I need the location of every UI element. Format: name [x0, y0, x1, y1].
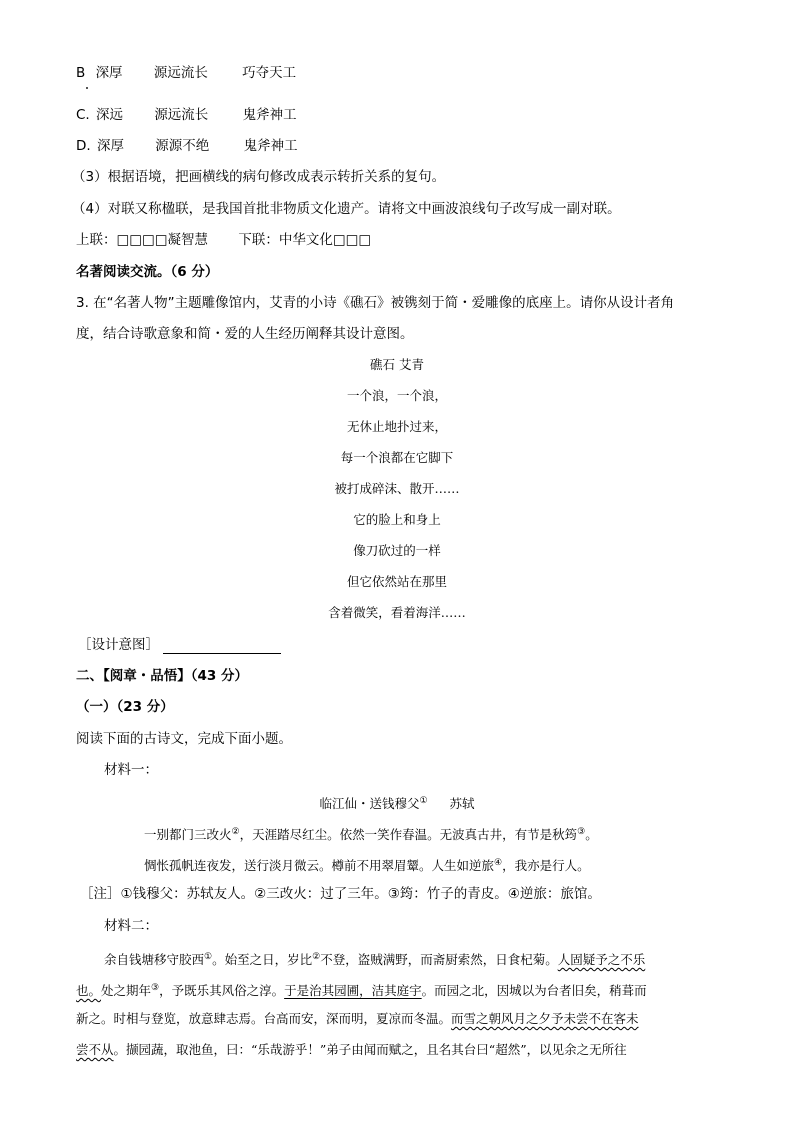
text-span: 。始至之日，岁比 [212, 952, 313, 968]
couplet-lower: 下联：中华文化□□□ [238, 232, 372, 248]
footnote-ref: ② [231, 827, 240, 837]
material2-line1 [104, 948, 645, 969]
text-span: ，我亦是行人。 [502, 858, 590, 874]
couplet-upper: 上联：□□□□凝智慧 [76, 232, 209, 248]
text-span: 惆怅孤帆连夜发，送行淡月微云。樽前不用翠眉颦。人生如逆旅 [144, 858, 495, 874]
material1-title [0, 792, 794, 813]
text-span: ，予既乐其风俗之淳。 [159, 983, 285, 999]
material1-line1 [144, 823, 598, 844]
material2-label: 材料二： [104, 918, 158, 934]
question-3-prompt: （3）根据语境，把画横线的病句修改成表示转折关系的复句。 [72, 169, 446, 185]
couplet [76, 231, 371, 249]
wavy-underlined-text: 尝不从 [76, 1042, 114, 1057]
text-span: ，天涯踏尽红尘。依然一笑作春温。无波真古井，有节是秋筠 [239, 827, 578, 843]
option-b-word2: 源远流长 [153, 65, 208, 81]
option-b-label: B [76, 65, 86, 81]
material2-line3 [76, 1010, 639, 1028]
option-b-word1: 深厚 [95, 65, 123, 81]
poem-line: 它的脸上和身上 [353, 512, 441, 527]
option-d-word3: 鬼斧神工 [243, 138, 298, 154]
text-span: 。 [585, 827, 598, 843]
design-intent [78, 636, 281, 654]
poem-line: 无休止地扑过来， [346, 419, 447, 434]
option-b [76, 64, 296, 82]
answer-blank[interactable] [163, 639, 281, 654]
option-d-word2: 源源不绝 [155, 138, 210, 154]
poem2-author: 苏轼 [449, 796, 475, 812]
part2-title: 二、【阅章・品悟】（43 分） [76, 668, 248, 684]
text-span: 新之。时相与登览，放意肆志焉。台高而安，深而明，夏凉而冬温。 [76, 1011, 452, 1026]
poem-line: 一个浪，一个浪， [346, 388, 447, 403]
material1-label: 材料一： [104, 762, 158, 778]
design-intent-label: ［设计意图］ [78, 637, 159, 653]
note: ［注］①钱穆父：苏轼友人。②三改火：过了三年。③筠：竹子的青皮。④逆旅：旅馆。 [80, 886, 601, 902]
footnote-ref: ① [419, 796, 428, 806]
text-span: 。撷园蔬，取池鱼，曰：“乐哉游乎！”弟子由闻而赋之，且名其台曰“超然”，以见余之无所往 [113, 1042, 627, 1057]
footnote-ref: ③ [577, 827, 586, 837]
underlined-text: 于是治其园圃，洁其庭宇 [284, 983, 422, 999]
footnote-ref: ② [312, 952, 321, 962]
footnote-ref: ③ [151, 983, 160, 993]
poem-line: 但它依然站在那里 [346, 574, 447, 589]
part2-subtitle: （一）（23 分） [76, 699, 174, 715]
option-d-label: D. [76, 138, 91, 154]
option-c-word3: 鬼斧神工 [242, 107, 297, 123]
poem-line: 含着微笑，看着海洋…… [328, 605, 466, 620]
section-title: 名著阅读交流。（6 分） [76, 264, 219, 280]
text-span: 一别都门三改火 [144, 827, 232, 843]
wavy-underlined-text: 也。 [76, 983, 102, 999]
question-3-line2: 度，结合诗歌意象和简・爱的人生经历阐释其设计意图。 [76, 326, 414, 342]
poem-line: 每一个浪都在它脚下 [340, 450, 454, 465]
footnote-ref: ① [204, 952, 213, 962]
poem-title: 礁石 艾青 [370, 357, 424, 372]
poem-line: 被打成碎沫、散开…… [334, 481, 460, 496]
poem-line: 像刀砍过的一样 [353, 543, 441, 558]
text-span: 。而园之北，因城以为台者旧矣，稍葺而 [421, 983, 647, 999]
wavy-underlined-text: 人固疑予之不乐 [557, 952, 646, 968]
option-c [76, 106, 297, 124]
question-4-prompt: （4）对联又称楹联，是我国首批非物质文化遗产。请将文中画波浪线句子改写成一副对联。 [72, 201, 621, 217]
material1-line2 [144, 854, 590, 875]
option-c-label: C. [76, 107, 90, 123]
footnote-ref: ④ [494, 858, 503, 868]
question-3-line1: 3. 在“名著人物”主题雕像馆内，艾青的小诗《礁石》被镌刻于简・爱雕像的底座上。请你从设计者角 [76, 295, 675, 311]
option-b-word3: 巧夺天工 [242, 65, 297, 81]
option-d-word1: 深厚 [96, 138, 124, 154]
poem2-title: 临江仙・送钱穆父 [319, 796, 420, 812]
wavy-underlined-text: 而雪之朝风月之夕予未尝不在客未 [451, 1011, 639, 1026]
option-c-word1: 深远 [96, 107, 124, 123]
option-d [76, 137, 298, 155]
instruction: 阅读下面的古诗文，完成下面小题。 [76, 731, 292, 747]
text-span: 不登，盗贼满野，而斋厨索然，日食杞菊。 [320, 952, 558, 968]
stray-dot [86, 87, 88, 89]
material2-line2 [76, 979, 647, 1000]
option-c-word2: 源远流长 [154, 107, 209, 123]
text-span: 处之期年 [101, 983, 152, 999]
material2-line4 [76, 1041, 627, 1059]
text-span: 余自钱塘移守胶西 [104, 952, 205, 968]
